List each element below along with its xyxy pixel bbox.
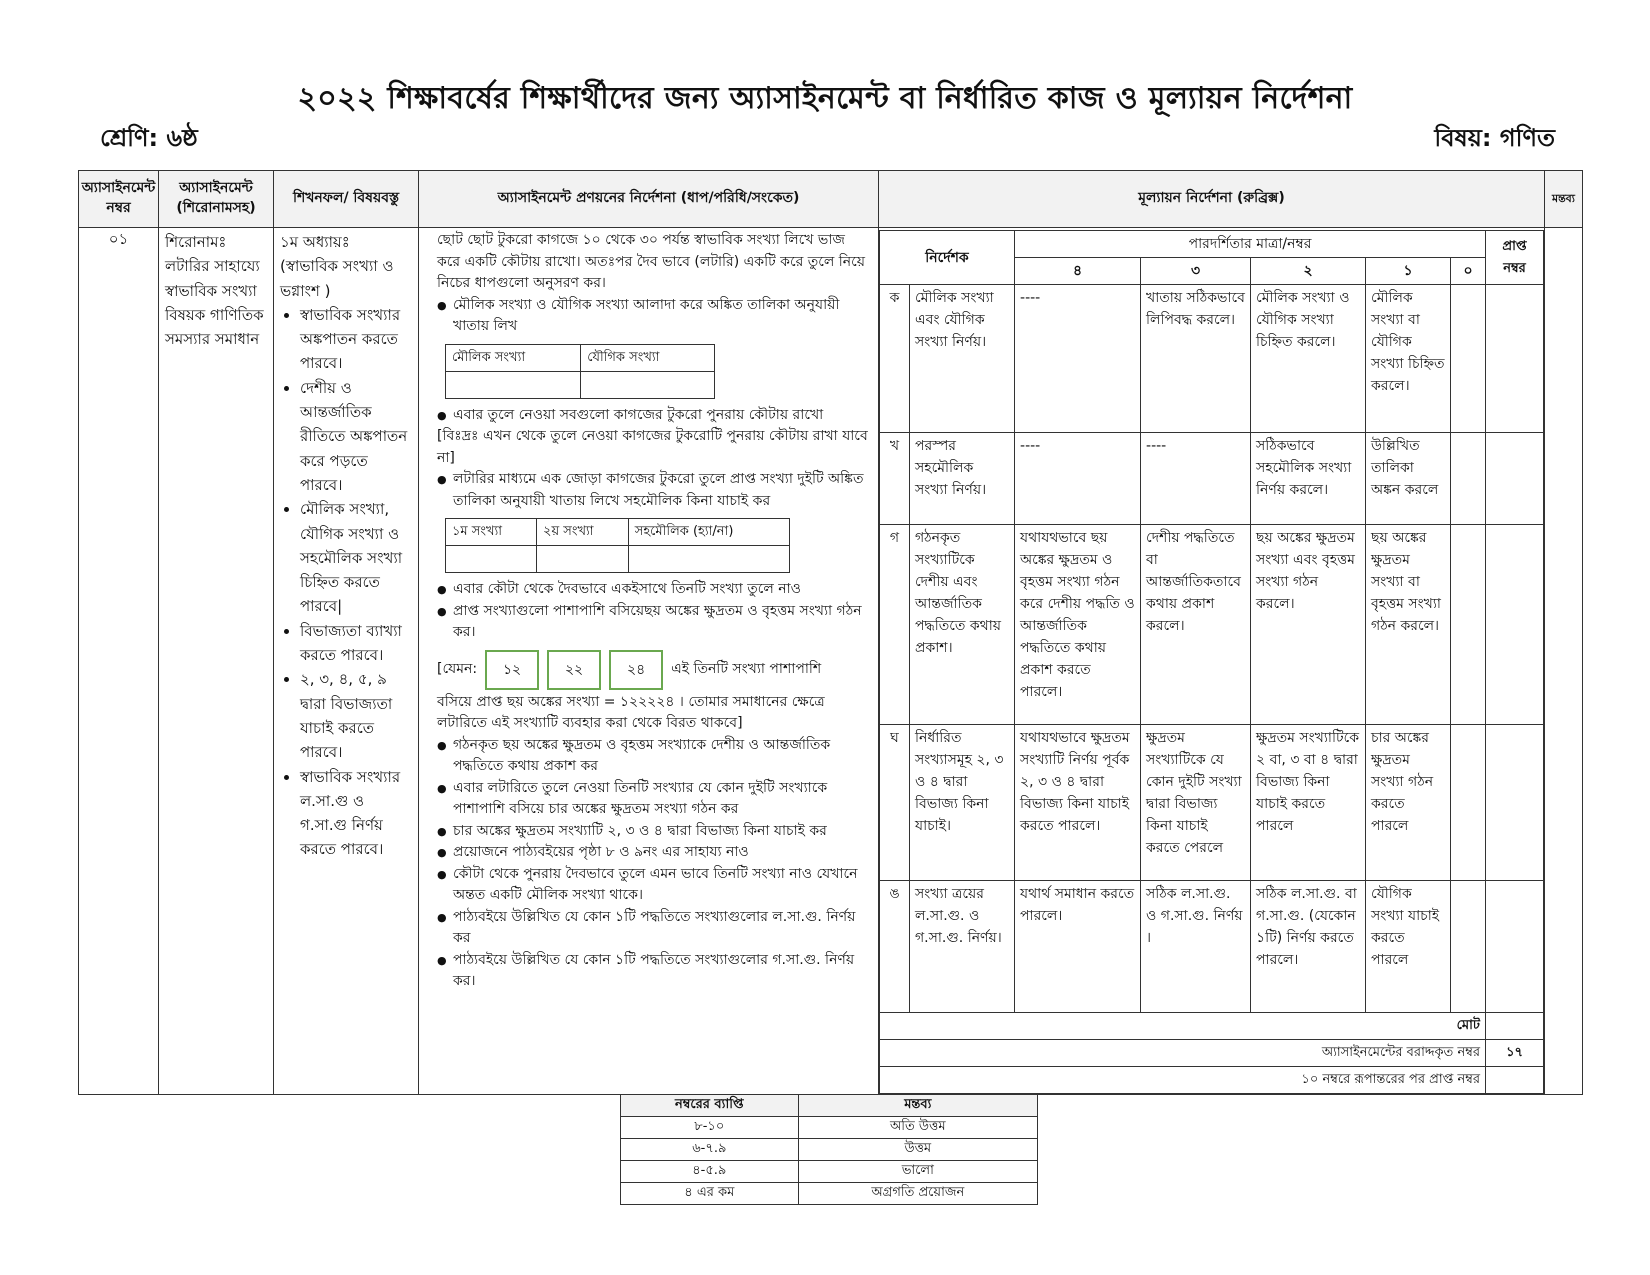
rubric-level-3: খাতায় সঠিকভাবে লিপিবদ্ধ করলে। [1141,285,1251,433]
grade-table [620,1094,1038,1205]
example-number-box: ২৪ [609,650,663,690]
table-header-cell: যৌগিক সংখ্যা [581,344,715,371]
rubric-level-3: সঠিক ল.সা.গু. ও গ.সা.গু. নির্ণয় । [1141,881,1251,1013]
allotted-label: অ্যাসাইনমেন্টের বরাদ্দকৃত নম্বর [880,1040,1486,1067]
rubric-level-1: চার অঙ্কের ক্ষুদ্রতম সংখ্যা গঠন করতে পারলে [1366,725,1451,881]
grade-remark: ভালো [798,1161,1037,1183]
grade-remark: অগ্রগতি প্রয়োজন [798,1183,1037,1205]
table-header-cell: ২য় সংখ্যা [537,519,629,546]
rubric-level-3: ক্ষুদ্রতম সংখ্যাটিকে যে কোন দুইটি সংখ্যা দ্বারা বিভাজ্য কিনা যাচাই করতে পেরলে [1141,725,1251,881]
instruction-step: ● এবার তুলে নেওয়া সবগুলো কাগজের টুকরো পুনরায় কৌটায় রাখো [437,405,872,427]
level-4: ৪ [1015,258,1141,285]
grade-range: ৬-৭.৯ [621,1139,799,1161]
example-number-box: ২২ [547,650,601,690]
header-instructions: অ্যাসাইনমেন্ট প্রণয়নের নির্দেশনা (ধাপ/পরিধি/সংকেত) [419,171,879,228]
rubric-letter: ঙ [880,881,910,1013]
outcome-item: • দেশীয় ও আন্তর্জাতিক রীতিতে অঙ্কপাতন করে পড়তে পারবে। [300,376,412,497]
rubric-level-4: যথাযথভাবে ছয় অঙ্কের ক্ষুদ্রতম ও বৃহত্তম সংখ্যা গঠন করে দেশীয় পদ্ধতি ও আন্তর্জাতিক পদ্ধতিতে কথায় প্রকাশ করতে পারলে। [1015,525,1141,725]
table-header-cell: সহমৌলিক (হ্যা/না) [628,519,789,546]
rubric-level-2: ছয় অঙ্কের ক্ষুদ্রতম সংখ্যা এবং বৃহত্তম সংখ্যা গঠন করলে। [1251,525,1366,725]
rubric-letter: খ [880,433,910,525]
instruction-step: ● এবার লটারিতে তুলে নেওয়া তিনটি সংখ্যার যে কোন দুইটি সংখ্যাকে পাশাপাশি বসিয়ে চার অঙ্কের ক্ষুদ্রতম সংখ্যা গঠন কর [437,778,872,821]
table-header-cell: ১ম সংখ্যা [446,519,537,546]
document-title: ২০২২ শিক্ষাবর্ষের শিক্ষার্থীদের জন্য অ্যাসাইনমেন্ট বা নির্ধারিত কাজ ও মূল্যায়ন নির্দেশনা [297,81,1353,116]
rubric-table [879,230,1544,1094]
rubric-indicator: গঠনকৃত সংখ্যাটিকে দেশীয় এবং আন্তর্জাতিক পদ্ধতিতে কথায় প্রকাশ। [910,525,1015,725]
grade-remark: অতি উত্তম [798,1117,1037,1139]
instruction-step: ● প্রয়োজনে পাঠ্যবইয়ের পৃষ্ঠা ৮ ও ৯নং এর সাহায্য নাও [437,842,872,864]
rubric-indicator: পরস্পর সহমৌলিক সংখ্যা নির্ণয়। [910,433,1015,525]
rubric-level-4: ---- [1015,433,1141,525]
example-prefix: [যেমন: [437,660,478,677]
assignment-title: শিরোনামঃ লটারির সাহায্যে স্বাভাবিক সংখ্যা বিষয়ক গাণিতিক সমস্যার সমাধান [165,233,264,349]
grade-range: ৪ এর কম [621,1183,799,1205]
rubric-level-1: ছয় অঙ্কের ক্ষুদ্রতম সংখ্যা বা বৃহত্তম সংখ্যা গঠন করলে। [1366,525,1451,725]
coprime-table [445,518,790,573]
instruction-step: ● এবার কৌটা থেকে দৈবভাবে একইসাথে তিনটি সংখ্যা তুলে নাও [437,579,872,601]
rubric-letter: ঘ [880,725,910,881]
total-label: মোট [880,1013,1486,1040]
instructions-cell [419,228,879,1095]
instruction-step: ● চার অঙ্কের ক্ষুদ্রতম সংখ্যাটি ২, ৩ ও ৪ দ্বারা বিভাজ্য কিনা যাচাই কর [437,821,872,843]
rubric-level-1: যৌগিক সংখ্যা যাচাই করতে পারলে [1366,881,1451,1013]
instruction-step: ● পাঠ্যবইয়ে উল্লিখিত যে কোন ১টি পদ্ধতিতে সংখ্যাগুলোর ল.সা.গু. নির্ণয় কর [437,907,872,950]
header-remarks: মন্তব্য [1545,171,1583,228]
example-suffix: এই তিনটি সংখ্যা পাশাপাশি [671,660,822,677]
rubric-level-2: মৌলিক সংখ্যা ও যৌগিক সংখ্যা চিহ্নিত করলে। [1251,285,1366,433]
rubric-letter: ক [880,285,910,433]
outcome-item: • স্বাভাবিক সংখ্যার ল.সা.গু ও গ.সা.গু নির্ণয় করতে পারবে। [300,765,412,862]
instruction-note: [বিঃদ্রঃ এখন থেকে তুলে নেওয়া কাগজের টুকরোটি পুনরায় কৌটায় রাখা যাবে না] [437,428,868,466]
level-header: পারদর্শিতার মাত্রা/নম্বর [1015,231,1486,258]
rubric-indicator: নির্ধারিত সংখ্যাসমূহ ২, ৩ ও ৪ দ্বারা বিভাজ্য কিনা যাচাই। [910,725,1015,881]
level-2: ২ [1251,258,1366,285]
instruction-step: ● মৌলিক সংখ্যা ও যৌগিক সংখ্যা আলাদা করে অঙ্কিত তালিকা অনুযায়ী খাতায় লিখ [437,295,872,338]
level-1: ১ [1366,258,1451,285]
outcome-item: • বিভাজ্যতা ব্যাখ্যা করতে পারবে। [300,619,412,668]
instruction-step: ● গঠনকৃত ছয় অঙ্কের ক্ষুদ্রতম ও বৃহত্তম সংখ্যাকে দেশীয় ও আন্তর্জাতিক পদ্ধতিতে কথায় প্রকাশ কর [437,735,872,778]
outcome-item: • স্বাভাবিক সংখ্যার অঙ্কপাতন করতে পারবে। [300,303,412,376]
assignment-table [78,170,1583,1095]
rubric-level-1: মৌলিক সংখ্যা বা যৌগিক সংখ্যা চিহ্নিত করলে। [1366,285,1451,433]
instruction-step: ● প্রাপ্ত সংখ্যাগুলো পাশাপাশি বসিয়েছয় অঙ্কের ক্ষুদ্রতম ও বৃহত্তম সংখ্যা গঠন কর। [437,601,872,644]
converted-label: ১০ নম্বরে রূপান্তরের পর প্রাপ্ত নম্বর [880,1067,1486,1094]
rubric-letter: গ [880,525,910,725]
instruction-intro: ছোট ছোট টুকরো কাগজে ১০ থেকে ৩০ পর্যন্ত স্বাভাবিক সংখ্যা লিখে ভাজ করে একটি কৌটায় রাখো। অতঃপর দৈব ভাবে (লটারি) একটি করে তুলে নিয়ে নিচের ধাপগুলো অনুসরণ কর। [437,232,865,291]
example-number-box: ১২ [485,650,539,690]
class-label: শ্রেণি: ৬ষ্ঠ [100,124,198,152]
header-evaluation: মূল্যায়ন নির্দেশনা (রুব্রিক্স) [879,171,1545,228]
grade-header-range: নম্বরের ব্যাপ্তি [621,1095,799,1117]
example-text: বসিয়ে প্রাপ্ত ছয় অঙ্কের সংখ্যা = ১২২২২৪ । তোমার সমাধানের ক্ষেত্রে লটারিতে এই সংখ্যাটি ব্যবহার করা থেকে বিরত থাকবে] [437,693,825,731]
rubric-level-2: সঠিক ল.সা.গু. বা গ.সা.গু. (যেকোন ১টি) নির্ণয় করতে পারলে। [1251,881,1366,1013]
chapter-label: ১ম অধ্যায়ঃ (স্বাভাবিক সংখ্যা ও ভগ্নাংশ ) [280,233,394,300]
grade-range: ৪-৫.৯ [621,1161,799,1183]
header-learning: শিখনফল/ বিষয়বস্তু [274,171,419,228]
obtained-header: প্রাপ্ত নম্বর [1486,231,1544,285]
instruction-step: ● কৌটা থেকে পুনরায় দৈবভাবে তুলে এমন ভাবে তিনটি সংখ্যা নাও যেখানে অন্তত একটি মৌলিক সংখ্যা থাকে। [437,864,872,907]
rubric-indicator: মৌলিক সংখ্যা এবং যৌগিক সংখ্যা নির্ণয়। [910,285,1015,433]
allotted-value: ১৭ [1486,1040,1544,1067]
prime-composite-table [445,344,715,399]
rubric-level-4: যথার্থ সমাধান করতে পারলে। [1015,881,1141,1013]
rubric-cell [879,228,1545,1095]
rubric-level-3: ---- [1141,433,1251,525]
outcome-item: • মৌলিক সংখ্যা, যৌগিক সংখ্যা ও সহমৌলিক সংখ্যা চিহ্নিত করতে পারবে| [300,497,412,618]
outcome-item: • ২, ৩, ৪, ৫, ৯ দ্বারা বিভাজ্যতা যাচাই করতে পারবে। [300,667,412,764]
learning-outcomes-cell [274,228,419,1095]
assignment-title-cell [159,228,274,1095]
rubric-indicator: সংখ্যা ত্রয়ের ল.সা.গু. ও গ.সা.গু. নির্ণয়। [910,881,1015,1013]
rubric-level-1: উল্লিখিত তালিকা অঙ্কন করলে [1366,433,1451,525]
level-3: ৩ [1141,258,1251,285]
assignment-number: ০১ [79,228,159,1095]
header-assignment: অ্যাসাইনমেন্ট (শিরোনামসহ) [159,171,274,228]
remarks-cell [1545,228,1583,1095]
subject-label: বিষয়: গণিত [1434,124,1555,152]
rubric-level-2: সঠিকভাবে সহমৌলিক সংখ্যা নির্ণয় করলে। [1251,433,1366,525]
grade-range: ৮-১০ [621,1117,799,1139]
instruction-step: ● পাঠ্যবইয়ে উল্লিখিত যে কোন ১টি পদ্ধতিতে সংখ্যাগুলোর গ.সা.গু. নির্ণয় কর। [437,950,872,993]
rubric-level-3: দেশীয় পদ্ধতিতে বা আন্তর্জাতিকতাবে কথায় প্রকাশ করলে। [1141,525,1251,725]
level-0: ০ [1451,258,1486,285]
indicator-header: নির্দেশক [880,231,1015,285]
grade-remark: উত্তম [798,1139,1037,1161]
rubric-level-4: ---- [1015,285,1141,433]
instruction-step: ● লটারির মাধ্যমে এক জোড়া কাগজের টুকরো তুলে প্রাপ্ত সংখ্যা দুইটি অঙ্কিত তালিকা অনুযায়ী খাতায় লিখে সহমৌলিক কিনা যাচাই কর [437,469,872,512]
rubric-level-2: ক্ষুদ্রতম সংখ্যাটিকে ২ বা, ৩ বা ৪ দ্বারা বিভাজ্য কিনা যাচাই করতে পারলে [1251,725,1366,881]
rubric-level-4: যথাযথভাবে ক্ষুদ্রতম সংখ্যাটি নির্ণয় পূর্বক ২, ৩ ও ৪ দ্বারা বিভাজ্য কিনা যাচাই করতে পারলে। [1015,725,1141,881]
grade-header-remark: মন্তব্য [798,1095,1037,1117]
table-header-cell: মৌলিক সংখ্যা [446,344,581,371]
header-number: অ্যাসাইনমেন্ট নম্বর [79,171,159,228]
